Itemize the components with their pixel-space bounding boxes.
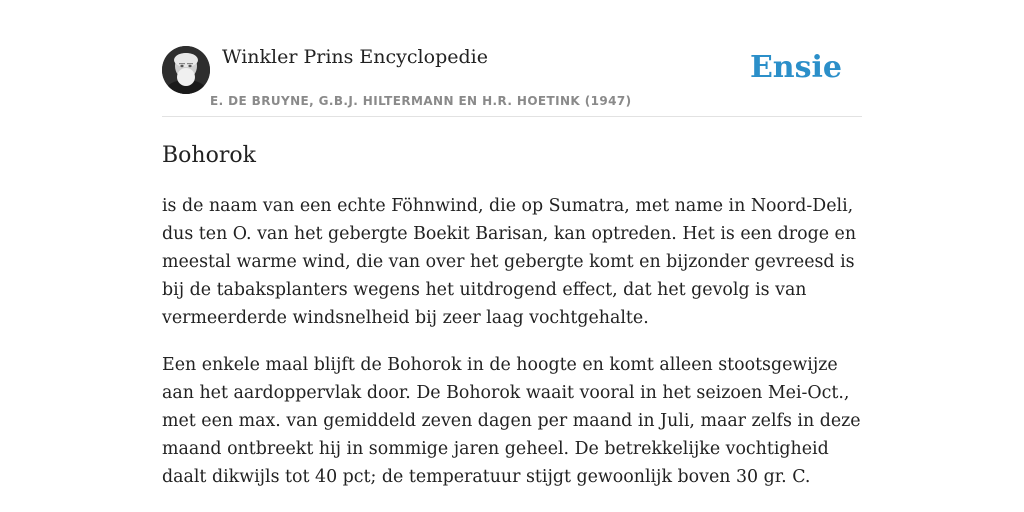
entry-title: Bohorok <box>162 143 256 168</box>
brand-logo[interactable]: Ensie <box>749 50 842 85</box>
avatar[interactable] <box>162 46 210 94</box>
header <box>162 0 862 117</box>
authors-line: E. DE BRUYNE, G.B.J. HILTERMANN EN H.R. HOETINK (1947) <box>210 94 632 108</box>
page <box>162 0 862 510</box>
publication-title[interactable]: Winkler Prins Encyclopedie <box>222 46 488 68</box>
entry-paragraph: is de naam van een echte Föhnwind, die op Sumatra, met name in Noord-Deli, dus ten O. van het gebergte Boekit Barisan, kan optreden. Het is een droge en meestal warme wind, die van over het gebergte komt en bijzonder gevreesd is bij de tabaksplanters wegens het uitdrogend effect, dat het gevolg is van vermeerderde windsnelheid bij zeer laag vochtgehalte. <box>162 196 857 328</box>
entry-paragraph: Een enkele maal blijft de Bohorok in de hoogte en komt alleen stootsgewijze aan het aardoppervlak door. De Bohorok waait vooral in het seizoen Mei-Oct., met een max. van gemiddeld zeven dagen per maand in Juli, maar zelfs in deze maand ontbreekt hij in sommige jaren geheel. De betrekkelijke vochtigheid daalt dikwijls tot 40 pct; de temperatuur stijgt gewoonlijk boven 30 gr. C. <box>162 355 861 487</box>
author-portrait-icon <box>162 46 210 94</box>
entry-body <box>162 192 862 491</box>
